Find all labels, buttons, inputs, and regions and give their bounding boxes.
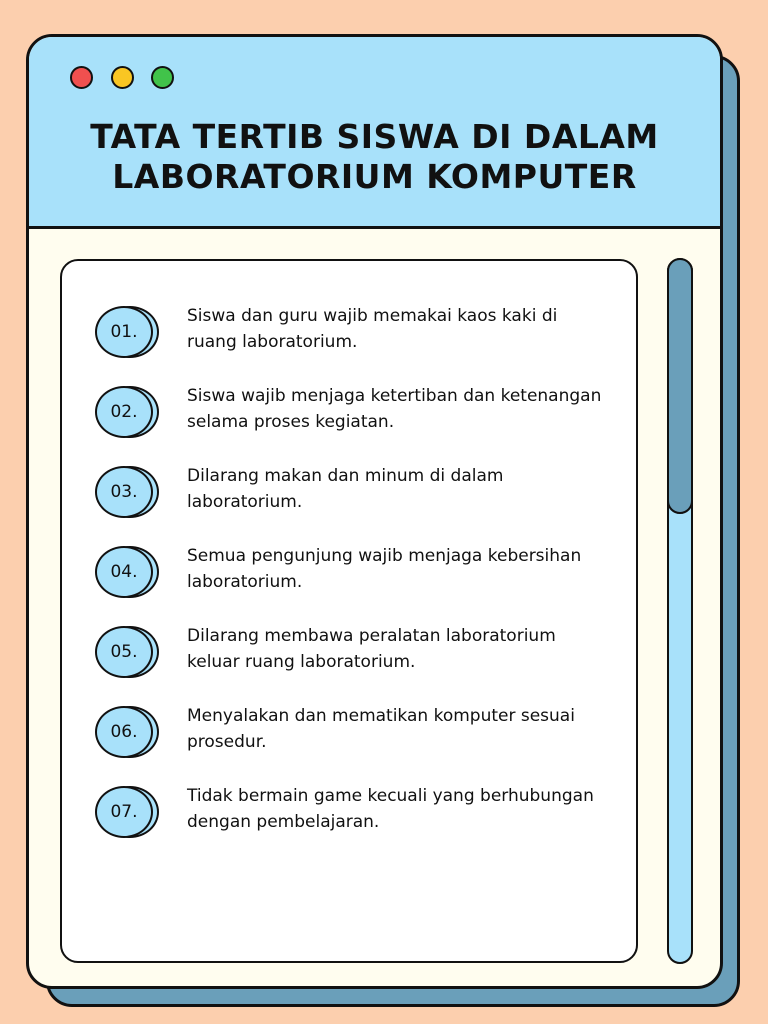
list-item [95,466,615,528]
rule-text: Semua pengunjung wajib menjaga kebersihan laboratorium. [187,546,582,592]
title-bar [29,37,720,229]
scrollbar-thumb[interactable] [667,258,693,514]
minimize-button[interactable] [111,66,134,89]
rule-text: Menyalakan dan mematikan komputer sesuai prosedur. [187,706,575,752]
page-title-line-2: LABORATORIUM KOMPUTER [112,157,637,196]
number-badge [95,786,165,842]
list-item [95,386,615,448]
rule-number: 03. [95,466,153,518]
page-title-line-1: TATA TERTIB SISWA DI DALAM [90,117,659,156]
list-item [95,626,615,688]
window [26,34,723,989]
maximize-button[interactable] [151,66,174,89]
rule-text: Siswa wajib menjaga ketertiban dan ketenangan selama proses kegiatan. [187,386,602,432]
page-title [29,117,720,197]
number-badge [95,466,165,522]
number-badge [95,306,165,362]
rule-text: Siswa dan guru wajib memakai kaos kaki di ruang laboratorium. [187,306,558,352]
rule-number: 06. [95,706,153,758]
list-item [95,786,615,848]
close-button[interactable] [70,66,93,89]
rule-number: 05. [95,626,153,678]
rule-number: 01. [95,306,153,358]
list-item [95,706,615,768]
rule-text: Tidak bermain game kecuali yang berhubungan dengan pembelajaran. [187,786,594,832]
number-badge [95,706,165,762]
rule-text: Dilarang makan dan minum di dalam laboratorium. [187,466,504,512]
rule-number: 02. [95,386,153,438]
scrollbar-track[interactable] [667,258,693,964]
number-badge [95,626,165,682]
list-item [95,306,615,368]
number-badge [95,546,165,602]
rule-number: 07. [95,786,153,838]
list-item [95,546,615,608]
number-badge [95,386,165,442]
rule-number: 04. [95,546,153,598]
rule-text: Dilarang membawa peralatan laboratorium keluar ruang laboratorium. [187,626,556,672]
